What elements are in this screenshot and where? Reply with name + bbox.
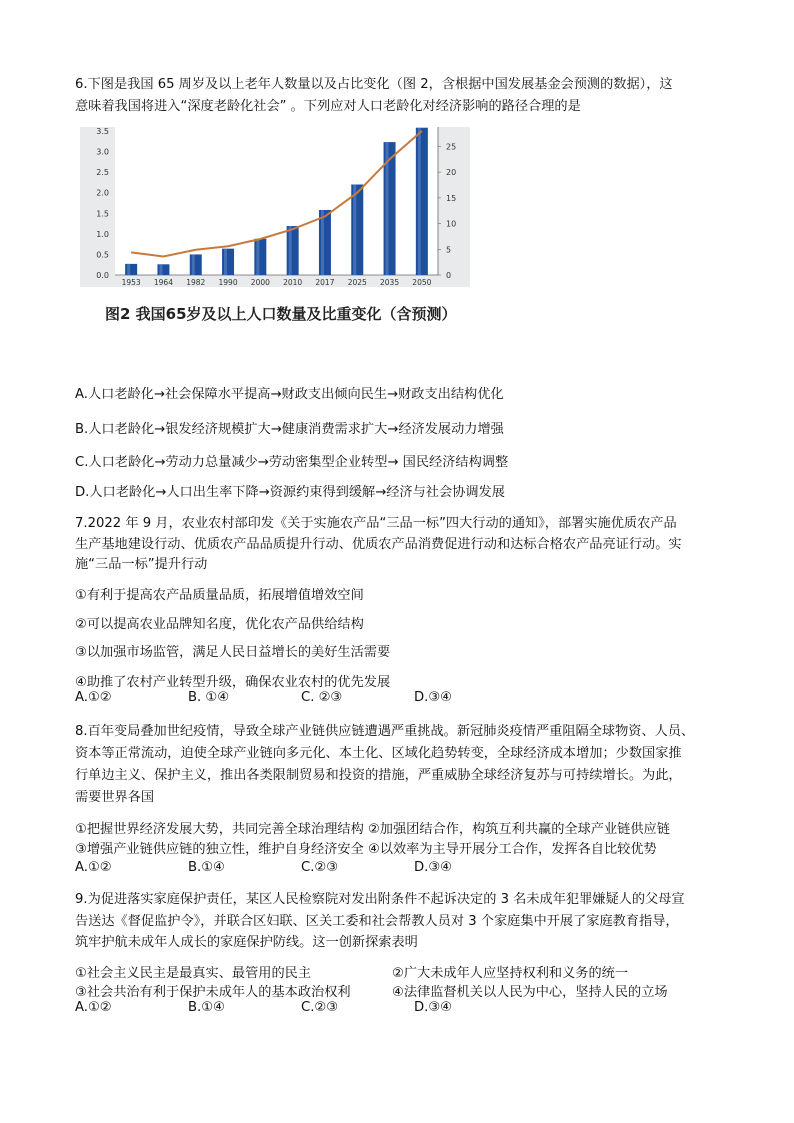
q9-stem-line3: 筑牢护航未成年人成长的家庭保护防线。这一创新探索表明 (75, 935, 418, 950)
q8-stem-line1: 8.百年变局叠加世纪疫情，导致全球产业链供应链遭遇严重挑战。新冠肺炎疫情严重阻隔全球物资、人员、 (75, 724, 695, 739)
bar (222, 249, 234, 275)
x-tick-label: 1953 (121, 278, 141, 287)
q9-item-3: ③社会共治有利于保护未成年人的基本政治权利 (75, 985, 351, 1000)
q9-item-1: ①社会主义民主是最真实、最管用的民主 (75, 966, 312, 981)
bar (157, 264, 169, 275)
q7-item-4: ④助推了农村产业转型升级，确保农业农村的优先发展 (75, 675, 391, 690)
q7-choice-a: A.①② (75, 690, 112, 705)
q8-stem-line4: 需要世界各国 (75, 790, 155, 805)
bar (384, 142, 396, 275)
q6-option-c: C.人口老龄化→劳动力总量减少→劳动密集型企业转型→ 国民经济结构调整 (75, 455, 509, 470)
q9-stem-line1: 9.为促进落实家庭保护责任，某区人民检察院对发出附条件不起诉决定的 3 名未成年犯罪嫌疑人的父母宣 (75, 892, 685, 907)
right-tick-label: 10 (446, 219, 457, 229)
x-tick-label: 2025 (347, 278, 367, 287)
q7-choice-b: B. ①④ (188, 690, 230, 705)
q7-choice-c: C. ②③ (301, 690, 343, 705)
x-tick-label: 2050 (412, 278, 432, 287)
q8-stem-line2: 资本等正常流动，迫使全球产业链向多元化、本土化、区域化趋势转变，全球经济成本增加；少数国家推 (75, 746, 682, 761)
q9-choice-c: C.②③ (301, 1000, 339, 1015)
left-tick-label: 2.0 (96, 188, 109, 198)
q6-stem-line1: 6.下图是我国 65 周岁及以上老年人数量以及占比变化（图 2，含根据中国发展基金会预测的数据），这 (75, 77, 673, 92)
q9-item-2: ②广大未成年人应坚持权利和义务的统一 (392, 966, 629, 981)
right-tick-label: 5 (446, 245, 452, 255)
bar-highlight (289, 226, 292, 275)
q7-item-2: ②可以提高农业品牌知名度，优化农产品供给结构 (75, 617, 364, 632)
q8-choice-a: A.①② (75, 860, 112, 875)
q8-items-line2: ③增强产业链供应链的独立性，维护自身经济安全 ④以效率为主导开展分工合作，发挥各自比较优势 (75, 842, 657, 857)
x-tick-label: 2010 (283, 278, 303, 287)
q9-choice-a: A.①② (75, 1000, 112, 1015)
left-tick-label: 3.0 (96, 147, 109, 157)
q9-choice-d: D.③④ (414, 1000, 452, 1015)
left-tick-label: 3.5 (96, 127, 109, 136)
left-tick-label: 2.5 (96, 168, 109, 178)
bar-highlight (127, 264, 130, 275)
bar-highlight (159, 264, 162, 275)
q7-stem-line2: 生产基地建设行动、优质农产品品质提升行动、优质农产品消费促进行动和达标合格农产品亮证行动。实 (75, 537, 682, 552)
q7-stem-line3: 施“三品一标”提升行动 (75, 557, 208, 572)
bar (190, 254, 202, 275)
q9-item-4: ④法律监督机关以人民为中心，坚持人民的立场 (392, 985, 668, 1000)
left-tick-label: 1.5 (96, 209, 109, 219)
left-tick-label: 0.5 (96, 250, 109, 260)
q7-choice-d: D.③④ (414, 690, 452, 705)
chart-svg (80, 127, 470, 287)
bar-highlight (353, 184, 356, 275)
q7-item-1: ①有利于提高农产品质量品质，拓展增值增效空间 (75, 588, 364, 603)
q6-option-d: D.人口老龄化→人口出生率下降→资源约束得到缓解→经济与社会协调发展 (75, 485, 505, 500)
population-chart (80, 127, 470, 287)
x-tick-label: 1964 (153, 278, 173, 287)
right-tick-label: 25 (446, 142, 457, 152)
q9-stem-line2: 告送达《督促监护令》，并联合区妇联、区关工委和社会帮教人员对 3 个家庭集中开展了家庭教育指导， (75, 914, 679, 929)
bar (351, 184, 363, 275)
bar (125, 264, 137, 275)
q7-stem-line1: 7.2022 年 9 月，农业农村部印发《关于实施农产品“三品一标”四大行动的通知》，部署实施优质农产品 (75, 516, 677, 531)
bar-highlight (192, 254, 195, 275)
right-tick-label: 20 (446, 168, 457, 178)
bar (319, 210, 331, 275)
bar (254, 239, 266, 275)
bar-highlight (321, 210, 324, 275)
q6-option-a: A.人口老龄化→社会保障水平提高→财政支出倾向民生→财政支出结构优化 (75, 387, 504, 402)
x-tick-label: 2035 (380, 278, 400, 287)
right-tick-label: 0 (446, 271, 452, 280)
x-tick-label: 1990 (218, 278, 238, 287)
chart-caption: 图2 我国65岁及以上人口数量及比重变化（含预测） (105, 305, 457, 323)
q8-choice-c: C.②③ (301, 860, 339, 875)
q8-choice-d: D.③④ (414, 860, 452, 875)
x-tick-label: 1982 (186, 278, 206, 287)
bar (287, 226, 299, 275)
q7-item-3: ③以加强市场监管，满足人民日益增长的美好生活需要 (75, 645, 391, 660)
left-tick-label: 1.0 (96, 229, 109, 239)
x-tick-label: 2000 (250, 278, 270, 287)
x-tick-label: 2017 (315, 278, 335, 287)
bar (416, 128, 428, 275)
bar-highlight (418, 128, 421, 275)
q8-choice-b: B.①④ (188, 860, 225, 875)
q9-choice-b: B.①④ (188, 1000, 225, 1015)
q8-items-line1: ①把握世界经济发展大势，共同完善全球治理结构 ②加强团结合作，构筑互利共赢的全球产业链供应链 (75, 822, 670, 837)
bar-highlight (224, 249, 227, 275)
bar-highlight (256, 239, 259, 275)
q6-option-b: B.人口老龄化→银发经济规模扩大→健康消费需求扩大→经济发展动力增强 (75, 422, 504, 437)
q8-stem-line3: 行单边主义、保护主义，推出各类限制贸易和投资的措施，严重威胁全球经济复苏与可持续增长。为此， (75, 768, 682, 783)
left-tick-label: 0.0 (96, 271, 109, 280)
q6-stem-line2: 意味着我国将进入“深度老龄化社会” 。下列应对人口老龄化对经济影响的路径合理的是 (75, 99, 581, 114)
right-tick-label: 15 (446, 193, 457, 203)
